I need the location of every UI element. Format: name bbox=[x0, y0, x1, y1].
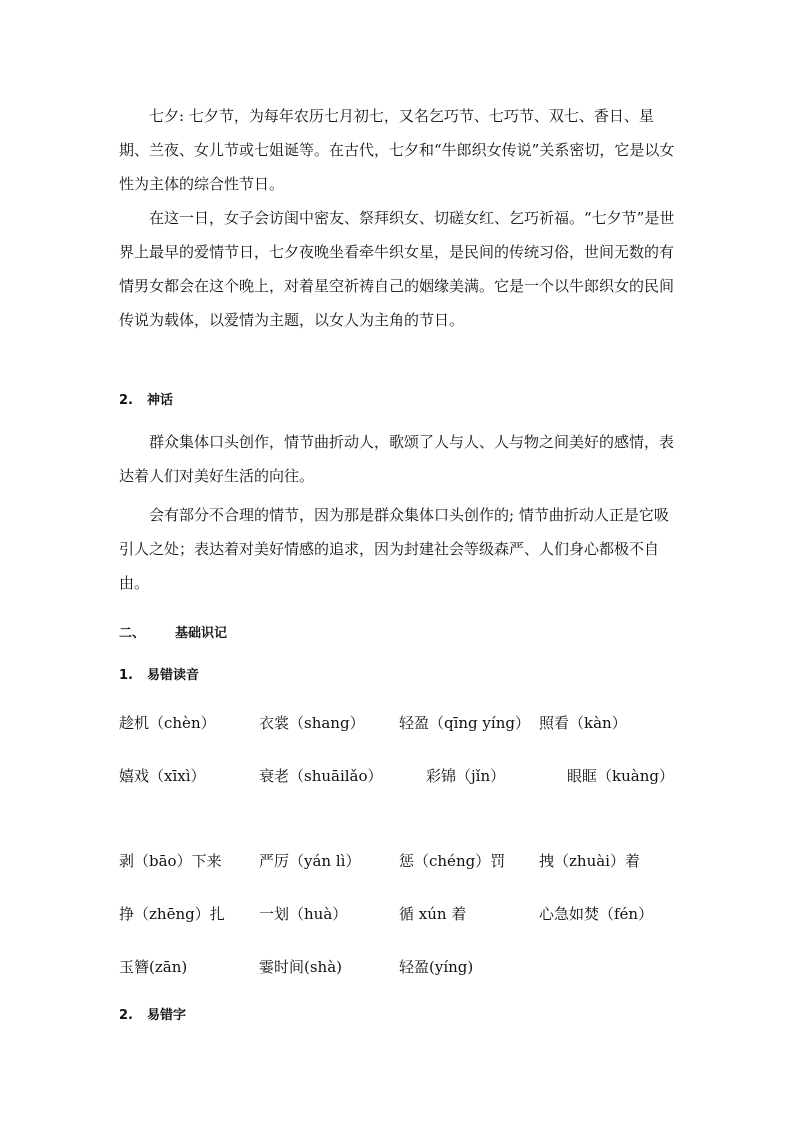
heading-number: 2. bbox=[119, 393, 133, 408]
heading-characters bbox=[119, 1004, 186, 1023]
pronunciation-item: 照看（kàn） bbox=[539, 714, 627, 732]
heading-number: 1. bbox=[119, 668, 133, 683]
pronunciation-item: 彩锦（jǐn） bbox=[426, 767, 506, 785]
pronunciation-item: 衰老（shuāilǎo） bbox=[259, 767, 383, 785]
heading-pronunciation bbox=[119, 664, 199, 683]
pronunciation-item: 剥（bāo）下来 bbox=[119, 852, 222, 870]
heading-number: 2. bbox=[119, 1008, 133, 1023]
pronunciation-item: 一划（huà） bbox=[259, 905, 348, 923]
pronunciation-item: 眼眶（kuàng） bbox=[567, 767, 674, 785]
pronunciation-item: 玉簪(zān) bbox=[119, 958, 188, 976]
pronunciation-item: 严厉（yán lì） bbox=[259, 852, 361, 870]
pronunciation-item: 惩（chéng）罚 bbox=[399, 852, 506, 870]
heading-text: 基础识记 bbox=[175, 626, 228, 641]
paragraph-qixi-customs: 在这一日，女子会访闺中密友、祭拜织女、切磋女红、乞巧祈福。“七夕节”是世界上最早的爱情节日，七夕夜晚坐看牵牛织女星，是民间的传统习俗，世间无数的有情男女都会在这个晚上，对着星空祈祷自己的姻缘美满。它是一个以牛郎织女的民间传说为载体，以爱情为主题，以女人为主角的节日。 bbox=[119, 209, 675, 329]
pronunciation-item: 趁机（chèn） bbox=[119, 714, 216, 732]
pronunciation-item: 霎时间(shà) bbox=[259, 958, 343, 976]
pronunciation-item: 嬉戏（xīxì） bbox=[119, 767, 206, 785]
pronunciation-item: 心急如焚（fén） bbox=[539, 905, 654, 923]
heading-myth bbox=[119, 389, 173, 408]
paragraph-myth-features: 群众集体口头创作，情节曲折动人，歌颂了人与人、人与物之间美好的感情，表达着人们对美好生活的向往。 bbox=[119, 433, 675, 485]
paragraph-qixi-intro: 七夕: 七夕节，为每年农历七月初七，又名乞巧节、七巧节、双七、香日、星期、兰夜、女儿节或七姐诞等。在古代，七夕和“牛郎织女传说”关系密切，它是以女性为主体的综合性节日。 bbox=[119, 107, 675, 193]
heading-number: 二、 bbox=[119, 626, 146, 641]
pronunciation-item: 轻盈(yíng) bbox=[399, 958, 474, 976]
paragraph-myth-analysis: 会有部分不合理的情节，因为那是群众集体口头创作的; 情节曲折动人正是它吸引人之处；表达着对美好情感的追求，因为封建社会等级森严、人们身心都极不自由。 bbox=[119, 506, 669, 592]
heading-text: 易错字 bbox=[147, 1008, 187, 1023]
pronunciation-item: 衣裳（shang） bbox=[259, 714, 365, 732]
pronunciation-item: 循 xún 着 bbox=[399, 905, 467, 923]
heading-text: 易错读音 bbox=[147, 668, 200, 683]
pronunciation-item: 轻盈（qīng yíng） bbox=[399, 714, 530, 732]
pronunciation-item: 挣（zhēng）扎 bbox=[119, 905, 225, 923]
pronunciation-item: 拽（zhuài）着 bbox=[539, 852, 640, 870]
heading-basics bbox=[119, 622, 227, 641]
heading-text: 神话 bbox=[147, 393, 174, 408]
